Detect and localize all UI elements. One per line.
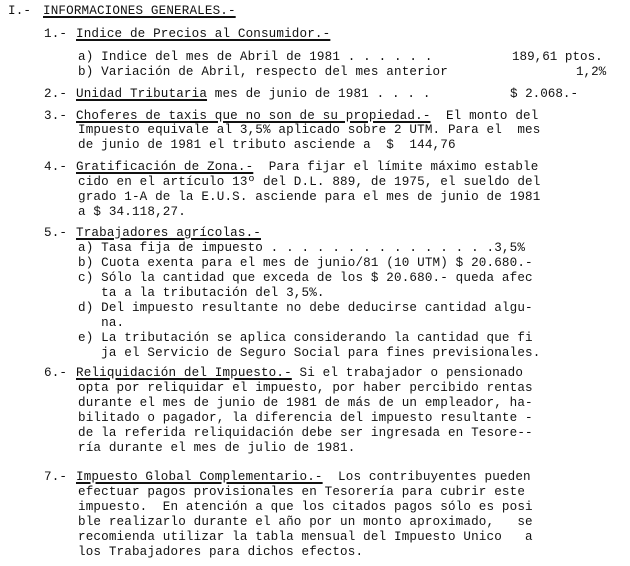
item-2-value: $ 2.068.- — [510, 87, 579, 101]
item-2-rest: mes de junio de 1981 . . . . — [207, 87, 431, 101]
item-7-rest: Los contribuyentes pueden — [322, 470, 531, 484]
item-6-line-4: bilitado o pagador, la diferencia del impuesto resultante - — [78, 411, 533, 425]
item-1-number: 1.- — [44, 27, 68, 41]
item-1-a-value: 189,61 ptos. — [512, 50, 603, 64]
item-6-rest: Si el trabajador o pensionado — [291, 366, 524, 380]
item-4-number: 4.- — [44, 160, 68, 174]
item-4-line-3: grado 1-A de la E.U.S. asciende para el mes de junio de 1981 — [78, 190, 541, 204]
item-1-title: Indice de Precios al Consumidor.- — [76, 27, 331, 41]
item-5-d-2: na. — [78, 316, 125, 330]
item-6-line-2: opta por reliquidar el impuesto, por haber percibido rentas — [78, 381, 533, 395]
item-7-title: Impuesto Global Complementario.- — [76, 470, 323, 484]
item-5-number: 5.- — [44, 226, 68, 240]
item-4-line-4: a $ 34.118,27. — [78, 205, 186, 219]
item-3-line-2: Impuesto equivale al 3,5% aplicado sobre 2 UTM. Para el mes — [78, 123, 541, 137]
section-number: I.- — [8, 4, 32, 18]
item-6-line-5: de la referida reliquidación debe ser ingresada en Tesore-- — [78, 426, 533, 440]
item-3-title: Choferes de taxis que no son de su propiedad.- — [76, 109, 431, 123]
item-3-number: 3.- — [44, 109, 68, 123]
item-1-b: b) Variación de Abril, respecto del mes anterior — [78, 65, 448, 79]
item-7-line-1 — [76, 470, 531, 485]
item-6-line-3: durante el mes de junio de 1981 de más de un empleador, ha- — [78, 396, 533, 410]
item-3-rest: El monto del — [430, 109, 539, 123]
item-4-title: Gratificación de Zona.- — [76, 160, 254, 174]
item-5-c-2: ta a la tributación del 3,5%. — [78, 286, 325, 300]
item-4-rest: Para fijar el límite máximo estable — [253, 160, 539, 174]
item-3-line-3: de junio de 1981 el tributo asciende a $ 144,76 — [78, 138, 456, 152]
item-2-number: 2.- — [44, 87, 68, 101]
item-7-line-2: efectuar pagos provisionales en Tesorería para cubrir este — [78, 485, 526, 499]
item-7-number: 7.- — [44, 470, 68, 484]
item-6-number: 6.- — [44, 366, 68, 380]
item-2-text — [76, 87, 431, 102]
item-5-d-1: d) Del impuesto resultante no debe deducirse cantidad algu- — [78, 301, 533, 315]
item-5-e-1: e) La tributación se aplica considerando la cantidad que fi — [78, 331, 533, 345]
item-4-line-1 — [76, 160, 538, 175]
item-7-line-5: recomienda utilizar la tabla mensual del Impuesto Unico a — [78, 530, 533, 544]
item-7-line-3: impuesto. En atención a que los citados pagos sólo es posi — [78, 500, 533, 514]
item-4-line-2: cido en el artículo 13º del D.L. 889, de 1975, el sueldo del — [78, 175, 541, 189]
item-5-a: a) Tasa fija de impuesto . . . . . . . . . . . . . . .3,5% — [78, 241, 526, 255]
item-2-title: Unidad Tributaria — [76, 87, 208, 101]
item-6-line-1 — [76, 366, 523, 381]
item-1-a: a) Indice del mes de Abril de 1981 . . . . . . — [78, 50, 433, 64]
item-5-e-2: ja el Servicio de Seguro Social para fines previsionales. — [78, 346, 541, 360]
section-title: INFORMACIONES GENERALES.- — [43, 4, 236, 18]
item-5-title: Trabajadores agrícolas.- — [76, 226, 261, 240]
item-6-title: Reliquidación del Impuesto.- — [76, 366, 292, 380]
item-7-line-6: los Trabajadores para dichos efectos. — [78, 545, 364, 559]
item-1-b-value: 1,2% — [576, 65, 607, 79]
item-7-line-4: ble realizarlo durante el año por un monto aproximado, se — [78, 515, 533, 529]
item-5-b: b) Cuota exenta para el mes de junio/81 (10 UTM) $ 20.680.- — [78, 256, 533, 270]
item-6-line-6: ría durante el mes de julio de 1981. — [78, 441, 356, 455]
item-3-line-1 — [76, 109, 538, 124]
item-5-c-1: c) Sólo la cantidad que exceda de los $ 20.680.- queda afec — [78, 271, 533, 285]
